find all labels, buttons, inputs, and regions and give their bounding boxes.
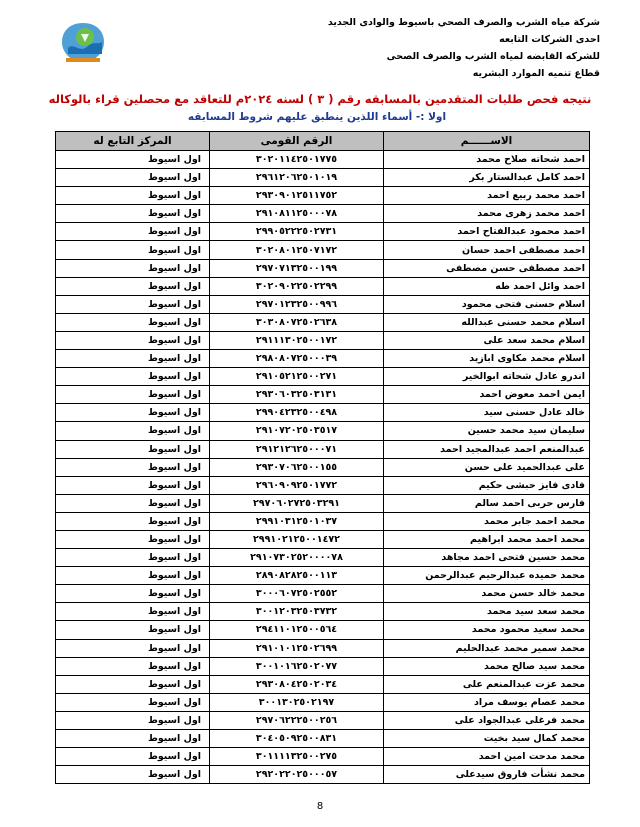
national-id: ٢٩٧٠٦٠٢٧٢٥٠٣٢٩١ (210, 494, 384, 512)
applicant-name: احمد وائل احمد طه (384, 277, 590, 295)
applicant-name: اندرو عادل شحاته ابوالخير (384, 368, 590, 386)
applicant-name: محمد سيد صالح محمد (384, 657, 590, 675)
table-row (56, 639, 590, 657)
national-id: ٢٩٧٠١٢٣٢٥٠٠٩٩٦ (210, 295, 384, 313)
applicant-name: محمد مدحت امين احمد (384, 748, 590, 766)
center-name: اول اسيوط (56, 730, 210, 748)
national-id: ٣٠١١١١٣٢٥٠٠٢٧٥ (210, 748, 384, 766)
applicant-name: محمد كمال سيد بخيت (384, 730, 590, 748)
table-row (56, 585, 590, 603)
applicant-name: محمد احمد محمد ابراهيم (384, 530, 590, 548)
center-name: اول اسيوط (56, 603, 210, 621)
national-id: ٢٩١٠١٠١٢٥٠٢٦٩٩ (210, 639, 384, 657)
table-row (56, 386, 590, 404)
applicant-name: ايمن احمد معوض احمد (384, 386, 590, 404)
company-header (280, 14, 600, 82)
applicant-name: فارس حربى احمد سالم (384, 494, 590, 512)
center-name: اول اسيوط (56, 386, 210, 404)
center-name: اول اسيوط (56, 350, 210, 368)
national-id: ٢٩٣٠٩٠١٢٥١١٧٥٢ (210, 187, 384, 205)
national-id: ٢٩٩١٠٢١٢٥٠٠١٤٧٢ (210, 530, 384, 548)
applicant-name: احمد كامل عبدالستار بكر (384, 169, 590, 187)
national-id: ٢٩١١١٣٠٢٥٠٠١٧٢ (210, 331, 384, 349)
table-row (56, 422, 590, 440)
center-name: اول اسيوط (56, 585, 210, 603)
table-row (56, 530, 590, 548)
applicant-name: على عبدالحميد على حسن (384, 458, 590, 476)
center-name: اول اسيوط (56, 440, 210, 458)
table-row (56, 187, 590, 205)
table-row (56, 748, 590, 766)
applicant-name: عبدالمنعم احمد عبدالمجيد احمد (384, 440, 590, 458)
table-row (56, 603, 590, 621)
applicant-name: محمد سمير محمد عبدالحليم (384, 639, 590, 657)
national-id: ٢٩٧٠٦٢٢٢٥٠٠٢٥٦ (210, 711, 384, 729)
national-id: ٢٩١٠٧٢٠٢٥٠٣٥١٧ (210, 422, 384, 440)
center-name: اول اسيوط (56, 639, 210, 657)
center-name: اول اسيوط (56, 549, 210, 567)
table-row (56, 621, 590, 639)
table-row (56, 313, 590, 331)
center-name: اول اسيوط (56, 241, 210, 259)
center-name: اول اسيوط (56, 711, 210, 729)
header-line-1: شركة مياه الشرب والصرف الصحي باسيوط والوادى الجديد (327, 17, 600, 28)
national-id: ٣٠٠٠٦٠٧٢٥٠٢٥٥٢ (210, 585, 384, 603)
center-name: اول اسيوط (56, 277, 210, 295)
company-logo (58, 20, 108, 64)
applicant-name: خالد عادل حسنى سيد (384, 404, 590, 422)
center-name: اول اسيوط (56, 458, 210, 476)
table-row (56, 404, 590, 422)
national-id: ٢٩٨٠٨٠٧٢٥٠٠٠٣٩ (210, 350, 384, 368)
table-row (56, 151, 590, 169)
national-id: ٢٩١٠٧٣٠٢٥٢٠٠٠٠٧٨ (210, 549, 384, 567)
applicant-name: محمد حميده عبدالرحيم عبدالرحمن (384, 567, 590, 585)
table-row (56, 567, 590, 585)
table-row (56, 440, 590, 458)
center-name: اول اسيوط (56, 530, 210, 548)
center-name: اول اسيوط (56, 693, 210, 711)
center-name: اول اسيوط (56, 404, 210, 422)
national-id: ٢٩٣٠٦٠٣٢٥٠٣١٣١ (210, 386, 384, 404)
applicant-name: محمد سعد سيد محمد (384, 603, 590, 621)
national-id: ٣٠٠١٢٠٣٢٥٠٣٧٣٢ (210, 603, 384, 621)
header-national-id: الرقم القومى (210, 132, 384, 151)
table-row (56, 241, 590, 259)
center-name: اول اسيوط (56, 657, 210, 675)
applicant-name: اسلام محمد مكاوى ابازيد (384, 350, 590, 368)
center-name: اول اسيوط (56, 368, 210, 386)
table-row (56, 512, 590, 530)
applicant-name: احمد محمد زهرى محمد (384, 205, 590, 223)
applicant-name: محمد سعيد محمود محمد (384, 621, 590, 639)
national-id: ٣٠٢٠١١٤٢٥٠١٧٧٥ (210, 151, 384, 169)
applicant-name: اسلام محمد حسنى عبدالله (384, 313, 590, 331)
national-id: ٢٩٩٠٥٢٢٢٥٠٢٧٣١ (210, 223, 384, 241)
header-line-2: احدى الشركات التابعه (499, 34, 600, 45)
table-row (56, 693, 590, 711)
center-name: اول اسيوط (56, 205, 210, 223)
center-name: اول اسيوط (56, 169, 210, 187)
page-number: 8 (316, 801, 324, 812)
center-name: اول اسيوط (56, 494, 210, 512)
table-row (56, 350, 590, 368)
national-id: ٣٠٢٠٨٠١٢٥٠٧١٧٢ (210, 241, 384, 259)
applicant-name: محمد حسين فتحى احمد مجاهد (384, 549, 590, 567)
national-id: ٢٩٧٠٧١٣٢٥٠٠١٩٩ (210, 259, 384, 277)
applicant-name: اسلام حسنى فتحى محمود (384, 295, 590, 313)
national-id: ٣٠٢٠٩٠٢٢٥٠٢٢٩٩ (210, 277, 384, 295)
national-id: ٣٠٣٠٨٠٧٢٥٠٢٦٣٨ (210, 313, 384, 331)
applicants-table (55, 131, 590, 784)
table-row (56, 331, 590, 349)
table-row (56, 223, 590, 241)
center-name: اول اسيوط (56, 476, 210, 494)
document-title: نتيجه فحص طلبات المتقدمين بالمسابقه رقم ( ٣ ) لسنه ٢٠٢٤م للتعاقد مع محصلين قراء بالوكاله (48, 92, 592, 106)
applicant-name: احمد مصطفى احمد حسان (384, 241, 590, 259)
table-row (56, 730, 590, 748)
applicant-name: احمد شحاته صلاح محمد (384, 151, 590, 169)
table-row (56, 494, 590, 512)
applicant-name: احمد محمود عبدالفتاح احمد (384, 223, 590, 241)
table-row (56, 259, 590, 277)
national-id: ٢٩٣٠٧٠٦٢٥٠٠١٥٥ (210, 458, 384, 476)
national-id: ٣٠٠١٣٠٢٥٠٢١٩٧ (210, 693, 384, 711)
table-row (56, 711, 590, 729)
center-name: اول اسيوط (56, 748, 210, 766)
table-row (56, 205, 590, 223)
center-name: اول اسيوط (56, 313, 210, 331)
center-name: اول اسيوط (56, 766, 210, 784)
national-id: ٢٩٦٠٩٠٩٢٥٠١٧٧٢ (210, 476, 384, 494)
national-id: ٢٩٩٠٤٢٣٢٥٠٠٤٩٨ (210, 404, 384, 422)
applicant-name: محمد عزت عبدالمنعم على (384, 675, 590, 693)
national-id: ٢٩٣٠٨٠٤٢٥٠٢٠٣٤ (210, 675, 384, 693)
center-name: اول اسيوط (56, 567, 210, 585)
national-id: ٢٩١٠٨١١٢٥٠٠٠٧٨ (210, 205, 384, 223)
applicant-name: احمد مصطفى حسن مصطفى (384, 259, 590, 277)
center-name: اول اسيوط (56, 223, 210, 241)
table-row (56, 368, 590, 386)
table-row (56, 295, 590, 313)
header-center: المركز التابع له (56, 132, 210, 151)
applicant-name: فادى فايز حبشى حكيم (384, 476, 590, 494)
national-id: ٢٩١٠٥٢١٢٥٠٠٢٧١ (210, 368, 384, 386)
center-name: اول اسيوط (56, 187, 210, 205)
center-name: اول اسيوط (56, 675, 210, 693)
center-name: اول اسيوط (56, 621, 210, 639)
applicant-name: محمد خالد حسن محمد (384, 585, 590, 603)
table-row (56, 458, 590, 476)
applicant-name: محمد نشأت فاروق سيدعلى (384, 766, 590, 784)
center-name: اول اسيوط (56, 151, 210, 169)
national-id: ٢٩٤١١٠١٢٥٠٠٥٦٤ (210, 621, 384, 639)
national-id: ٢٩٦١٢٠٦٢٥٠١٠١٩ (210, 169, 384, 187)
applicant-name: محمد احمد جابر محمد (384, 512, 590, 530)
national-id: ٢٩٢٠٢٢٠٢٥٠٠٠٥٧ (210, 766, 384, 784)
center-name: اول اسيوط (56, 331, 210, 349)
section-subtitle: اولا :- أسماء اللذين ينطبق عليهم شروط المسابقه (187, 111, 447, 123)
table-row (56, 277, 590, 295)
national-id: ٣٠٤٠٥٠٩٢٥٠٠٨٣١ (210, 730, 384, 748)
table-row (56, 675, 590, 693)
applicant-name: اسلام محمد سعد على (384, 331, 590, 349)
applicant-name: احمد محمد ربيع احمد (384, 187, 590, 205)
header-line-3: للشركه القابضه لمياه الشرب والصرف الصحى (386, 51, 600, 62)
national-id: ٢٩٩١٠٣١٢٥٠١٠٣٧ (210, 512, 384, 530)
applicant-name: سليمان سيد محمد حسين (384, 422, 590, 440)
table-row (56, 657, 590, 675)
header-name: الاســــــم (384, 132, 590, 151)
table-row (56, 549, 590, 567)
header-line-4: قطاع تنميه الموارد البشريه (472, 68, 600, 79)
table-row (56, 169, 590, 187)
national-id: ٢٩١٢١٢٦٢٥٠٠٠٧١ (210, 440, 384, 458)
table-row (56, 476, 590, 494)
national-id: ٣٠٠١٠١٦٢٥٠٢٠٧٧ (210, 657, 384, 675)
table-body (56, 151, 590, 784)
center-name: اول اسيوط (56, 422, 210, 440)
applicant-name: محمد فرغلى عبدالجواد على (384, 711, 590, 729)
table-row (56, 766, 590, 784)
center-name: اول اسيوط (56, 512, 210, 530)
applicant-name: محمد عصام يوسف مراد (384, 693, 590, 711)
center-name: اول اسيوط (56, 295, 210, 313)
center-name: اول اسيوط (56, 259, 210, 277)
table-header-row (56, 132, 590, 151)
national-id: ٢٨٩٠٨٢٨٢٥٠٠١١٣ (210, 567, 384, 585)
